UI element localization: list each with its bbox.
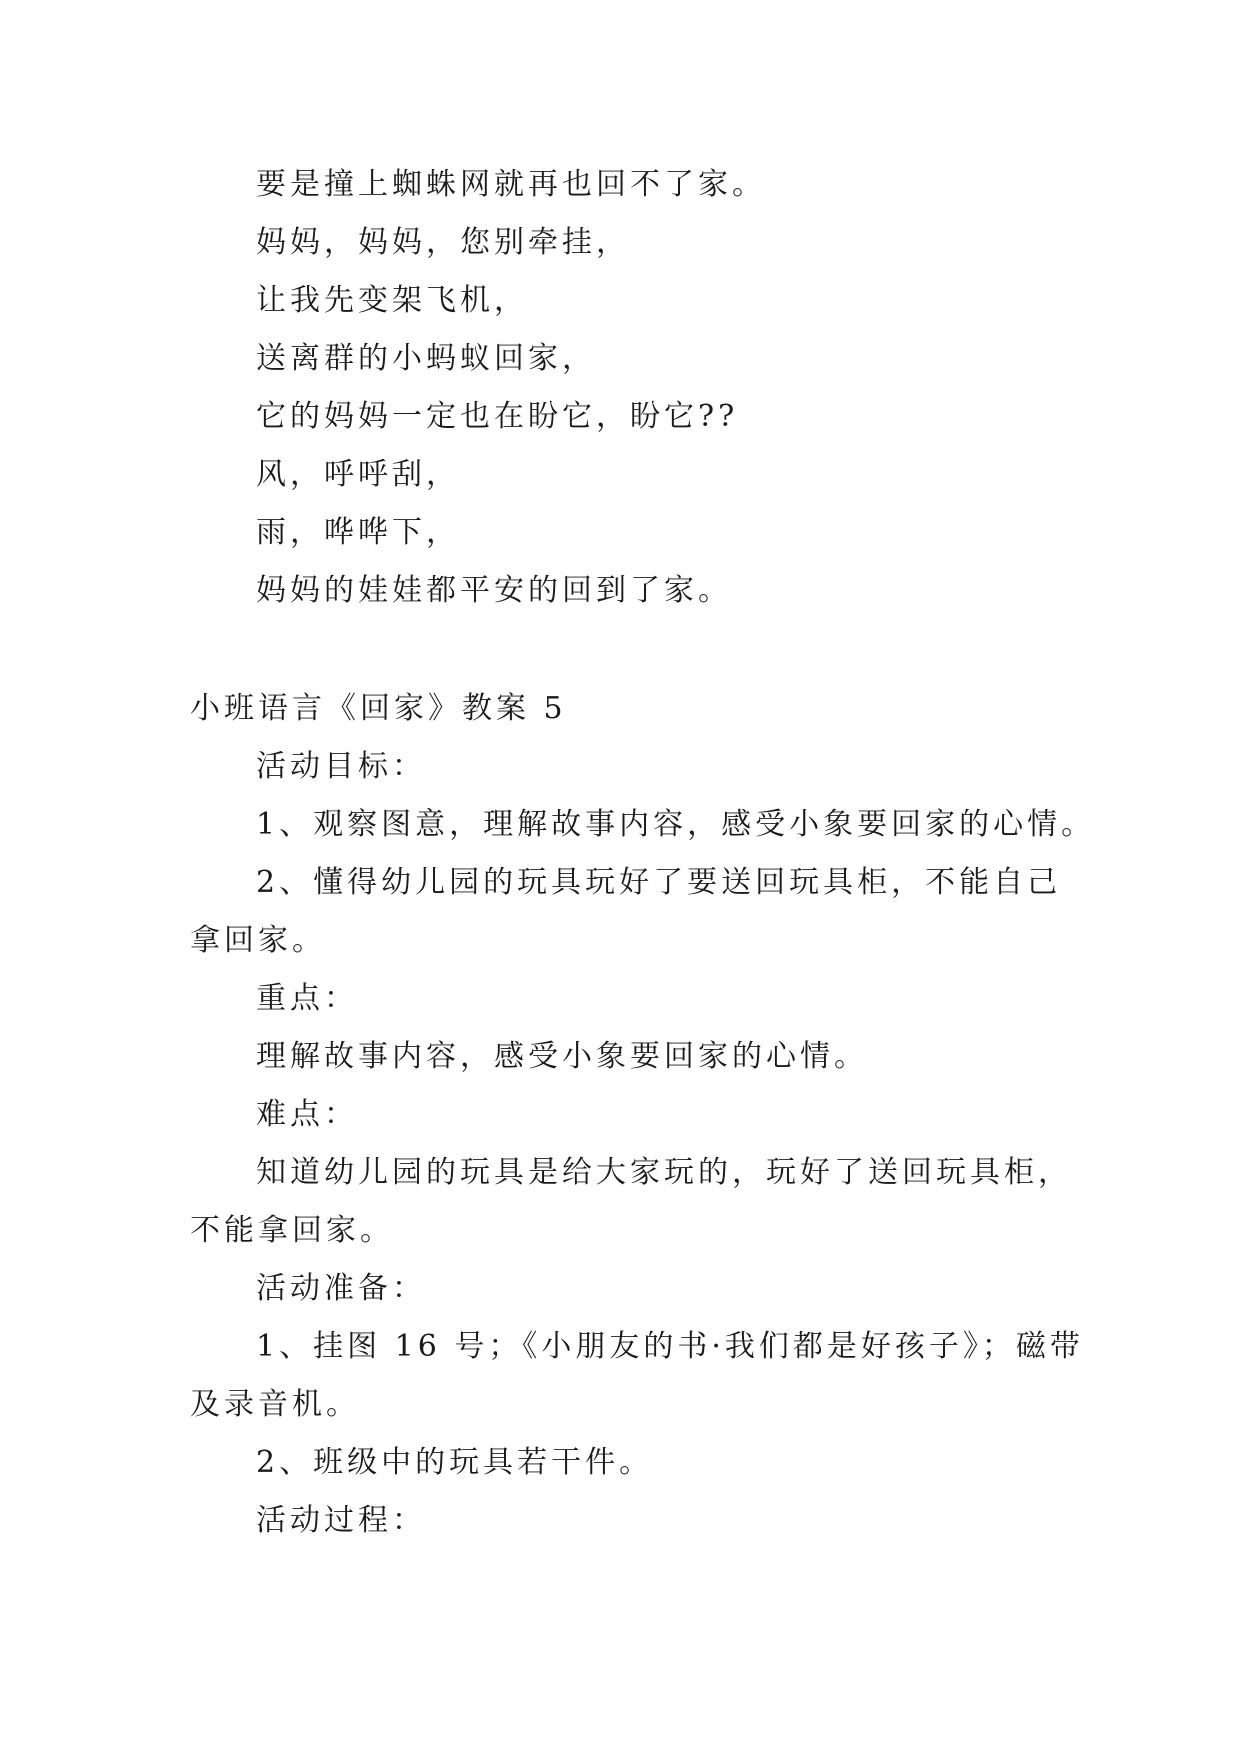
poem-line-8: 妈妈的娃娃都平安的回到了家。 <box>256 573 732 608</box>
poem-line-1: 要是撞上蜘蛛网就再也回不了家。 <box>256 167 766 202</box>
poem-line-7: 雨，哗哗下， <box>256 515 460 550</box>
section-title: 小班语言《回家》教案 5 <box>190 691 567 726</box>
difficulty-heading: 难点： <box>256 1097 358 1132</box>
key-point-text: 理解故事内容，感受小象要回家的心情。 <box>256 1039 868 1074</box>
key-point-heading: 重点： <box>256 981 358 1016</box>
preparation-heading: 活动准备： <box>256 1271 426 1306</box>
goals-heading: 活动目标： <box>256 749 426 784</box>
poem-line-4: 送离群的小蚂蚁回家， <box>256 341 596 376</box>
process-heading: 活动过程： <box>256 1503 426 1538</box>
preparation-item-1: 1、挂图 16 号；《小朋友的书·我们都是好孩子》；磁带 <box>256 1329 1084 1364</box>
poem-line-5: 它的妈妈一定也在盼它，盼它?? <box>256 399 739 434</box>
goal-item-2: 2、懂得幼儿园的玩具玩好了要送回玩具柜，不能自己 <box>256 865 1062 900</box>
poem-line-2: 妈妈，妈妈，您别牵挂， <box>256 225 630 260</box>
difficulty-text-continued: 不能拿回家。 <box>190 1213 394 1248</box>
goal-item-1: 1、观察图意，理解故事内容，感受小象要回家的心情。 <box>256 807 1096 842</box>
poem-line-3: 让我先变架飞机， <box>256 283 528 318</box>
goal-item-2-continued: 拿回家。 <box>190 923 326 958</box>
poem-line-6: 风，呼呼刮， <box>256 457 460 492</box>
preparation-item-2: 2、班级中的玩具若干件。 <box>256 1445 654 1480</box>
preparation-item-1-continued: 及录音机。 <box>190 1387 360 1422</box>
difficulty-text: 知道幼儿园的玩具是给大家玩的，玩好了送回玩具柜， <box>256 1155 1072 1190</box>
